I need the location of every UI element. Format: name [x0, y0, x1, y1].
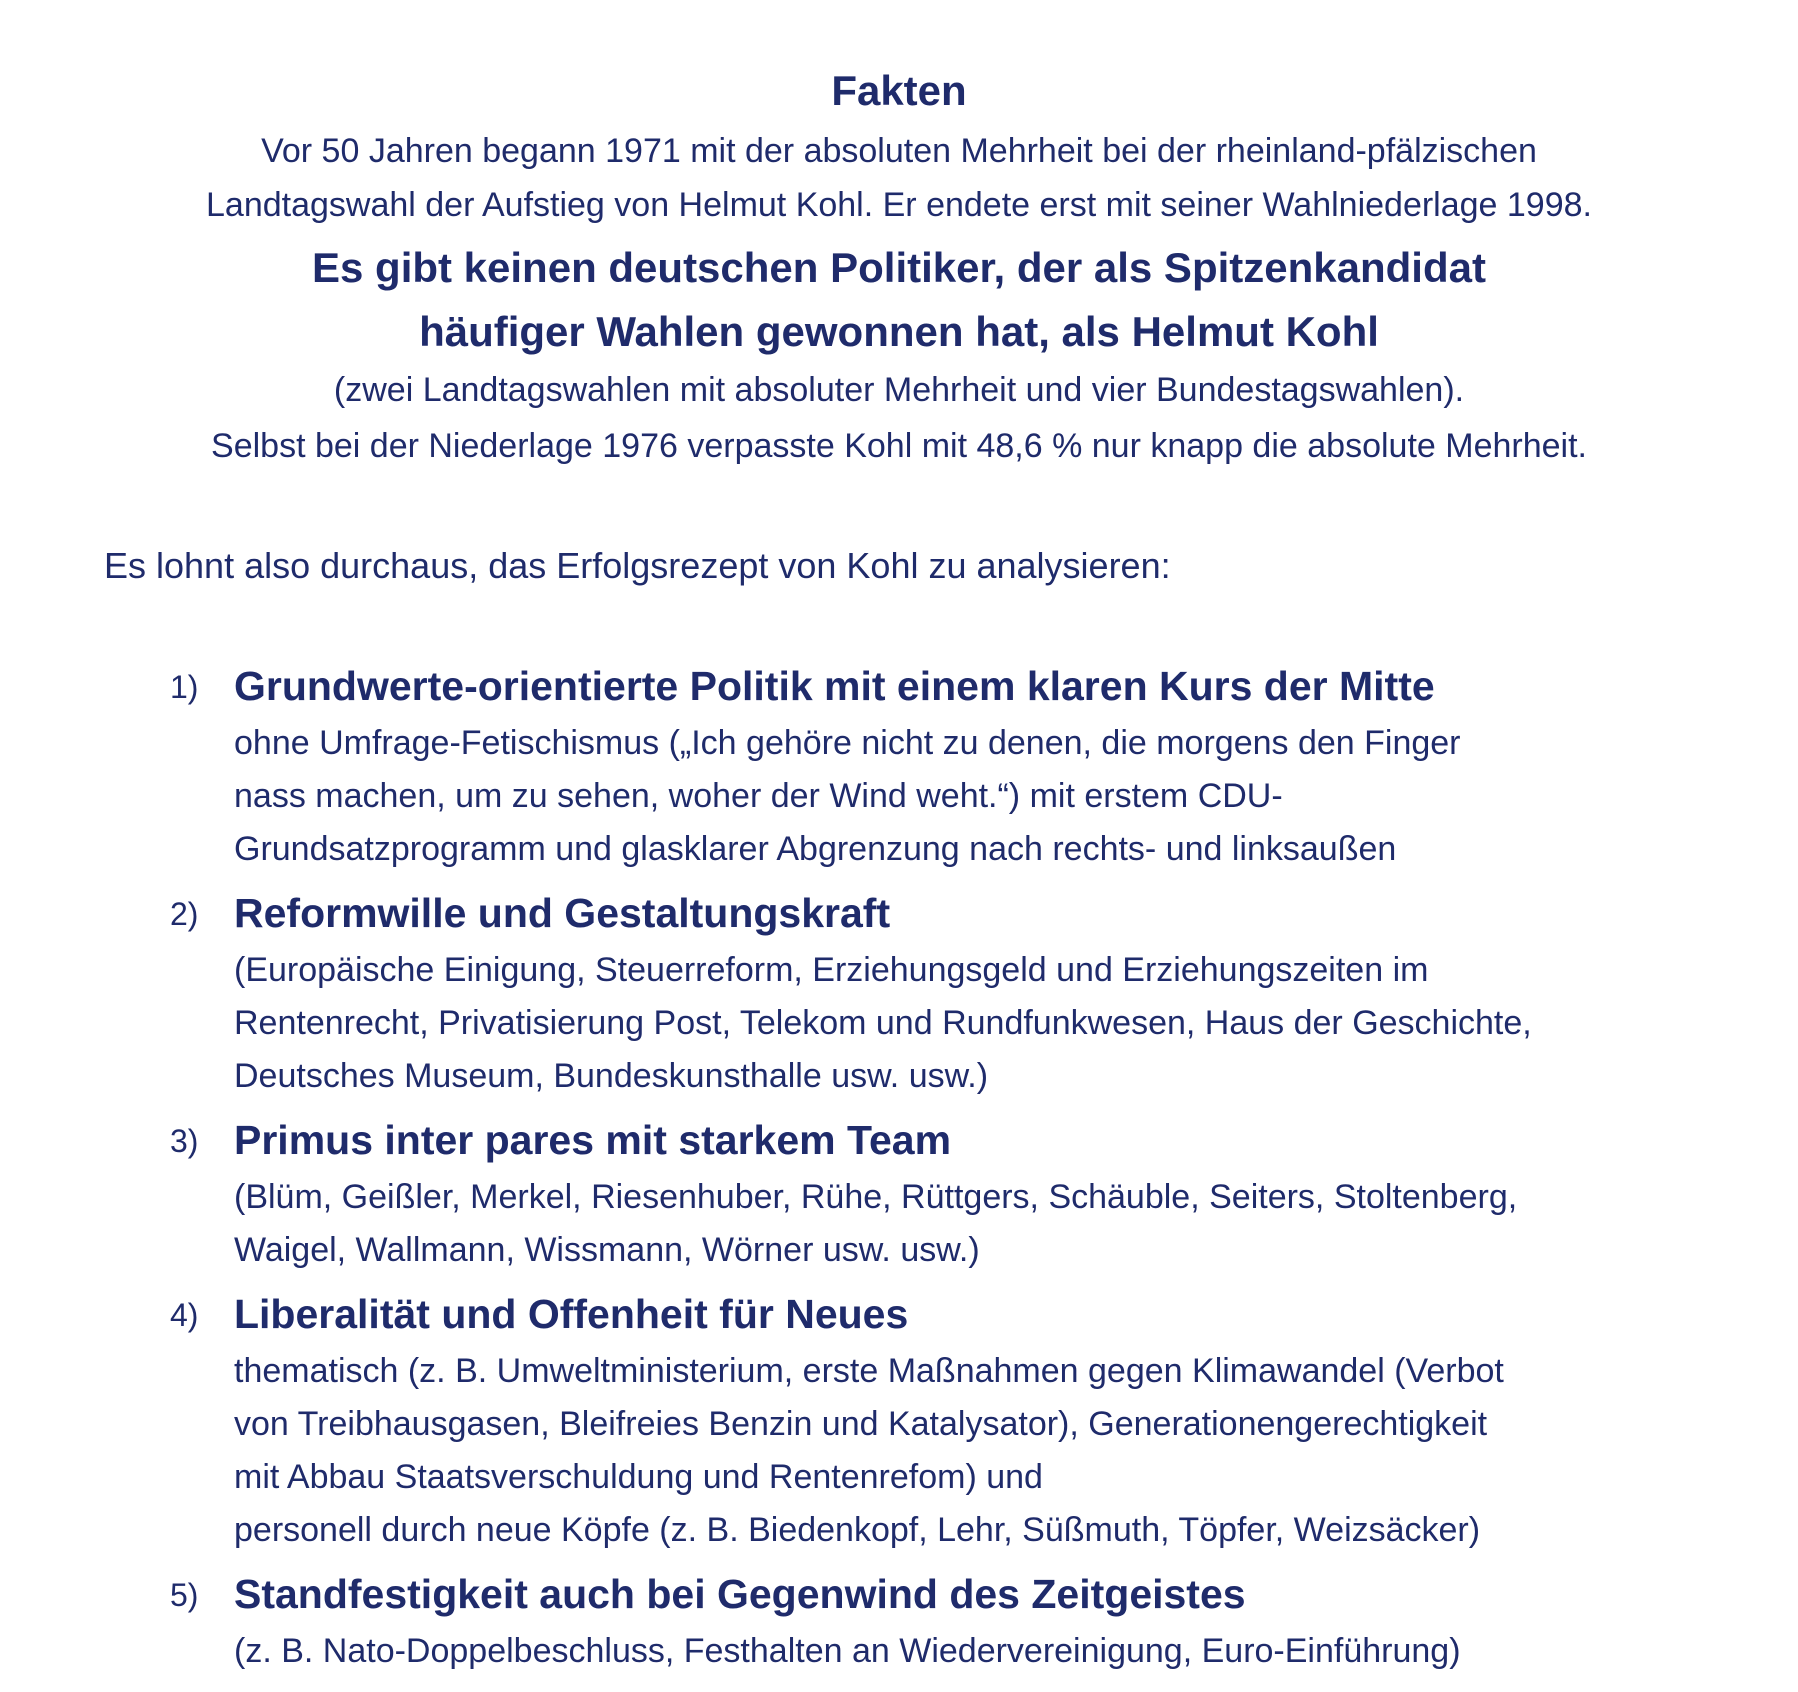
list-item-title: Reformwille und Gestaltungskraft — [234, 890, 891, 936]
list-item — [170, 1283, 1770, 1557]
list-item-text: Rentenrecht, Privatisierung Post, Telekom und Rundfunkwesen, Haus der Geschichte, — [234, 1004, 1532, 1042]
headline-line: häufiger Wahlen gewonnen hat, als Helmut Kohl — [419, 308, 1379, 355]
list-item — [170, 655, 1770, 876]
list-item-number: 1) — [170, 669, 199, 705]
list-item-number: 5) — [170, 1577, 199, 1613]
headline-line: Es gibt keinen deutschen Politiker, der als Spitzenkandidat — [312, 244, 1486, 291]
list-item-text: personell durch neue Köpfe (z. B. Biedenkopf, Lehr, Süßmuth, Töpfer, Weizsäcker) — [234, 1511, 1481, 1549]
note-line: (zwei Landtagswahlen mit absoluter Mehrheit und vier Bundestagswahlen). — [333, 371, 1465, 409]
note-paragraph — [0, 362, 1798, 474]
list-item-text: (z. B. Nato-Doppelbeschluss, Festhalten an Wiedervereinigung, Euro-Einführung) — [234, 1632, 1461, 1670]
list-item-text: von Treibhausgasen, Bleifreies Benzin und Katalysator), Generationengerechtigkeit — [234, 1405, 1488, 1443]
list-item-title: Grundwerte-orientierte Politik mit einem klaren Kurs der Mitte — [234, 663, 1435, 709]
list-item-text: Deutsches Museum, Bundeskunsthalle usw. usw.) — [234, 1057, 989, 1095]
list-item-text: mit Abbau Staatsverschuldung und Rentenrefom) und — [234, 1458, 1043, 1496]
list-item-text: (Europäische Einigung, Steuerreform, Erziehungsgeld und Erziehungszeiten im — [234, 951, 1429, 989]
intro-line: Landtagswahl der Aufstieg von Helmut Kohl. Er endete erst mit seiner Wahlniederlage 1998. — [206, 186, 1592, 224]
intro-line: Vor 50 Jahren begann 1971 mit der absoluten Mehrheit bei der rheinland-pfälzischen — [261, 132, 1537, 170]
headline — [0, 236, 1798, 364]
list-item-title: Standfestigkeit auch bei Gegenwind des Zeitgeistes — [234, 1571, 1246, 1617]
list-item-title: Liberalität und Offenheit für Neues — [234, 1291, 909, 1337]
note-line: Selbst bei der Niederlage 1976 verpasste Kohl mit 48,6 % nur knapp die absolute Mehrheit. — [211, 427, 1587, 465]
list-item-number: 2) — [170, 896, 199, 932]
list-item-text: ohne Umfrage-Fetischismus („Ich gehöre nicht zu denen, die morgens den Finger — [234, 724, 1461, 762]
list-item-text: nass machen, um zu sehen, woher der Wind weht.“) mit erstem CDU- — [234, 777, 1283, 815]
list-item-text: Waigel, Wallmann, Wissmann, Wörner usw. usw.) — [234, 1231, 980, 1269]
page-title: Fakten — [831, 67, 967, 114]
list-item-number: 3) — [170, 1123, 199, 1159]
lead-sentence: Es lohnt also durchaus, das Erfolgsrezept von Kohl zu analysieren: — [104, 545, 1171, 586]
list-item-number: 4) — [170, 1297, 199, 1333]
list-item — [170, 1109, 1770, 1277]
list-item-title: Primus inter pares mit starkem Team — [234, 1117, 952, 1163]
list-item — [170, 882, 1770, 1103]
success-factors-list — [170, 655, 1770, 1684]
intro-paragraph — [0, 124, 1798, 232]
list-item — [170, 1563, 1770, 1678]
list-item-text: thematisch (z. B. Umweltministerium, erste Maßnahmen gegen Klimawandel (Verbot — [234, 1352, 1504, 1390]
list-item-text: (Blüm, Geißler, Merkel, Riesenhuber, Rühe, Rüttgers, Schäuble, Seiters, Stoltenberg, — [234, 1178, 1518, 1216]
list-item-text: Grundsatzprogramm und glasklarer Abgrenzung nach rechts- und linksaußen — [234, 830, 1397, 868]
